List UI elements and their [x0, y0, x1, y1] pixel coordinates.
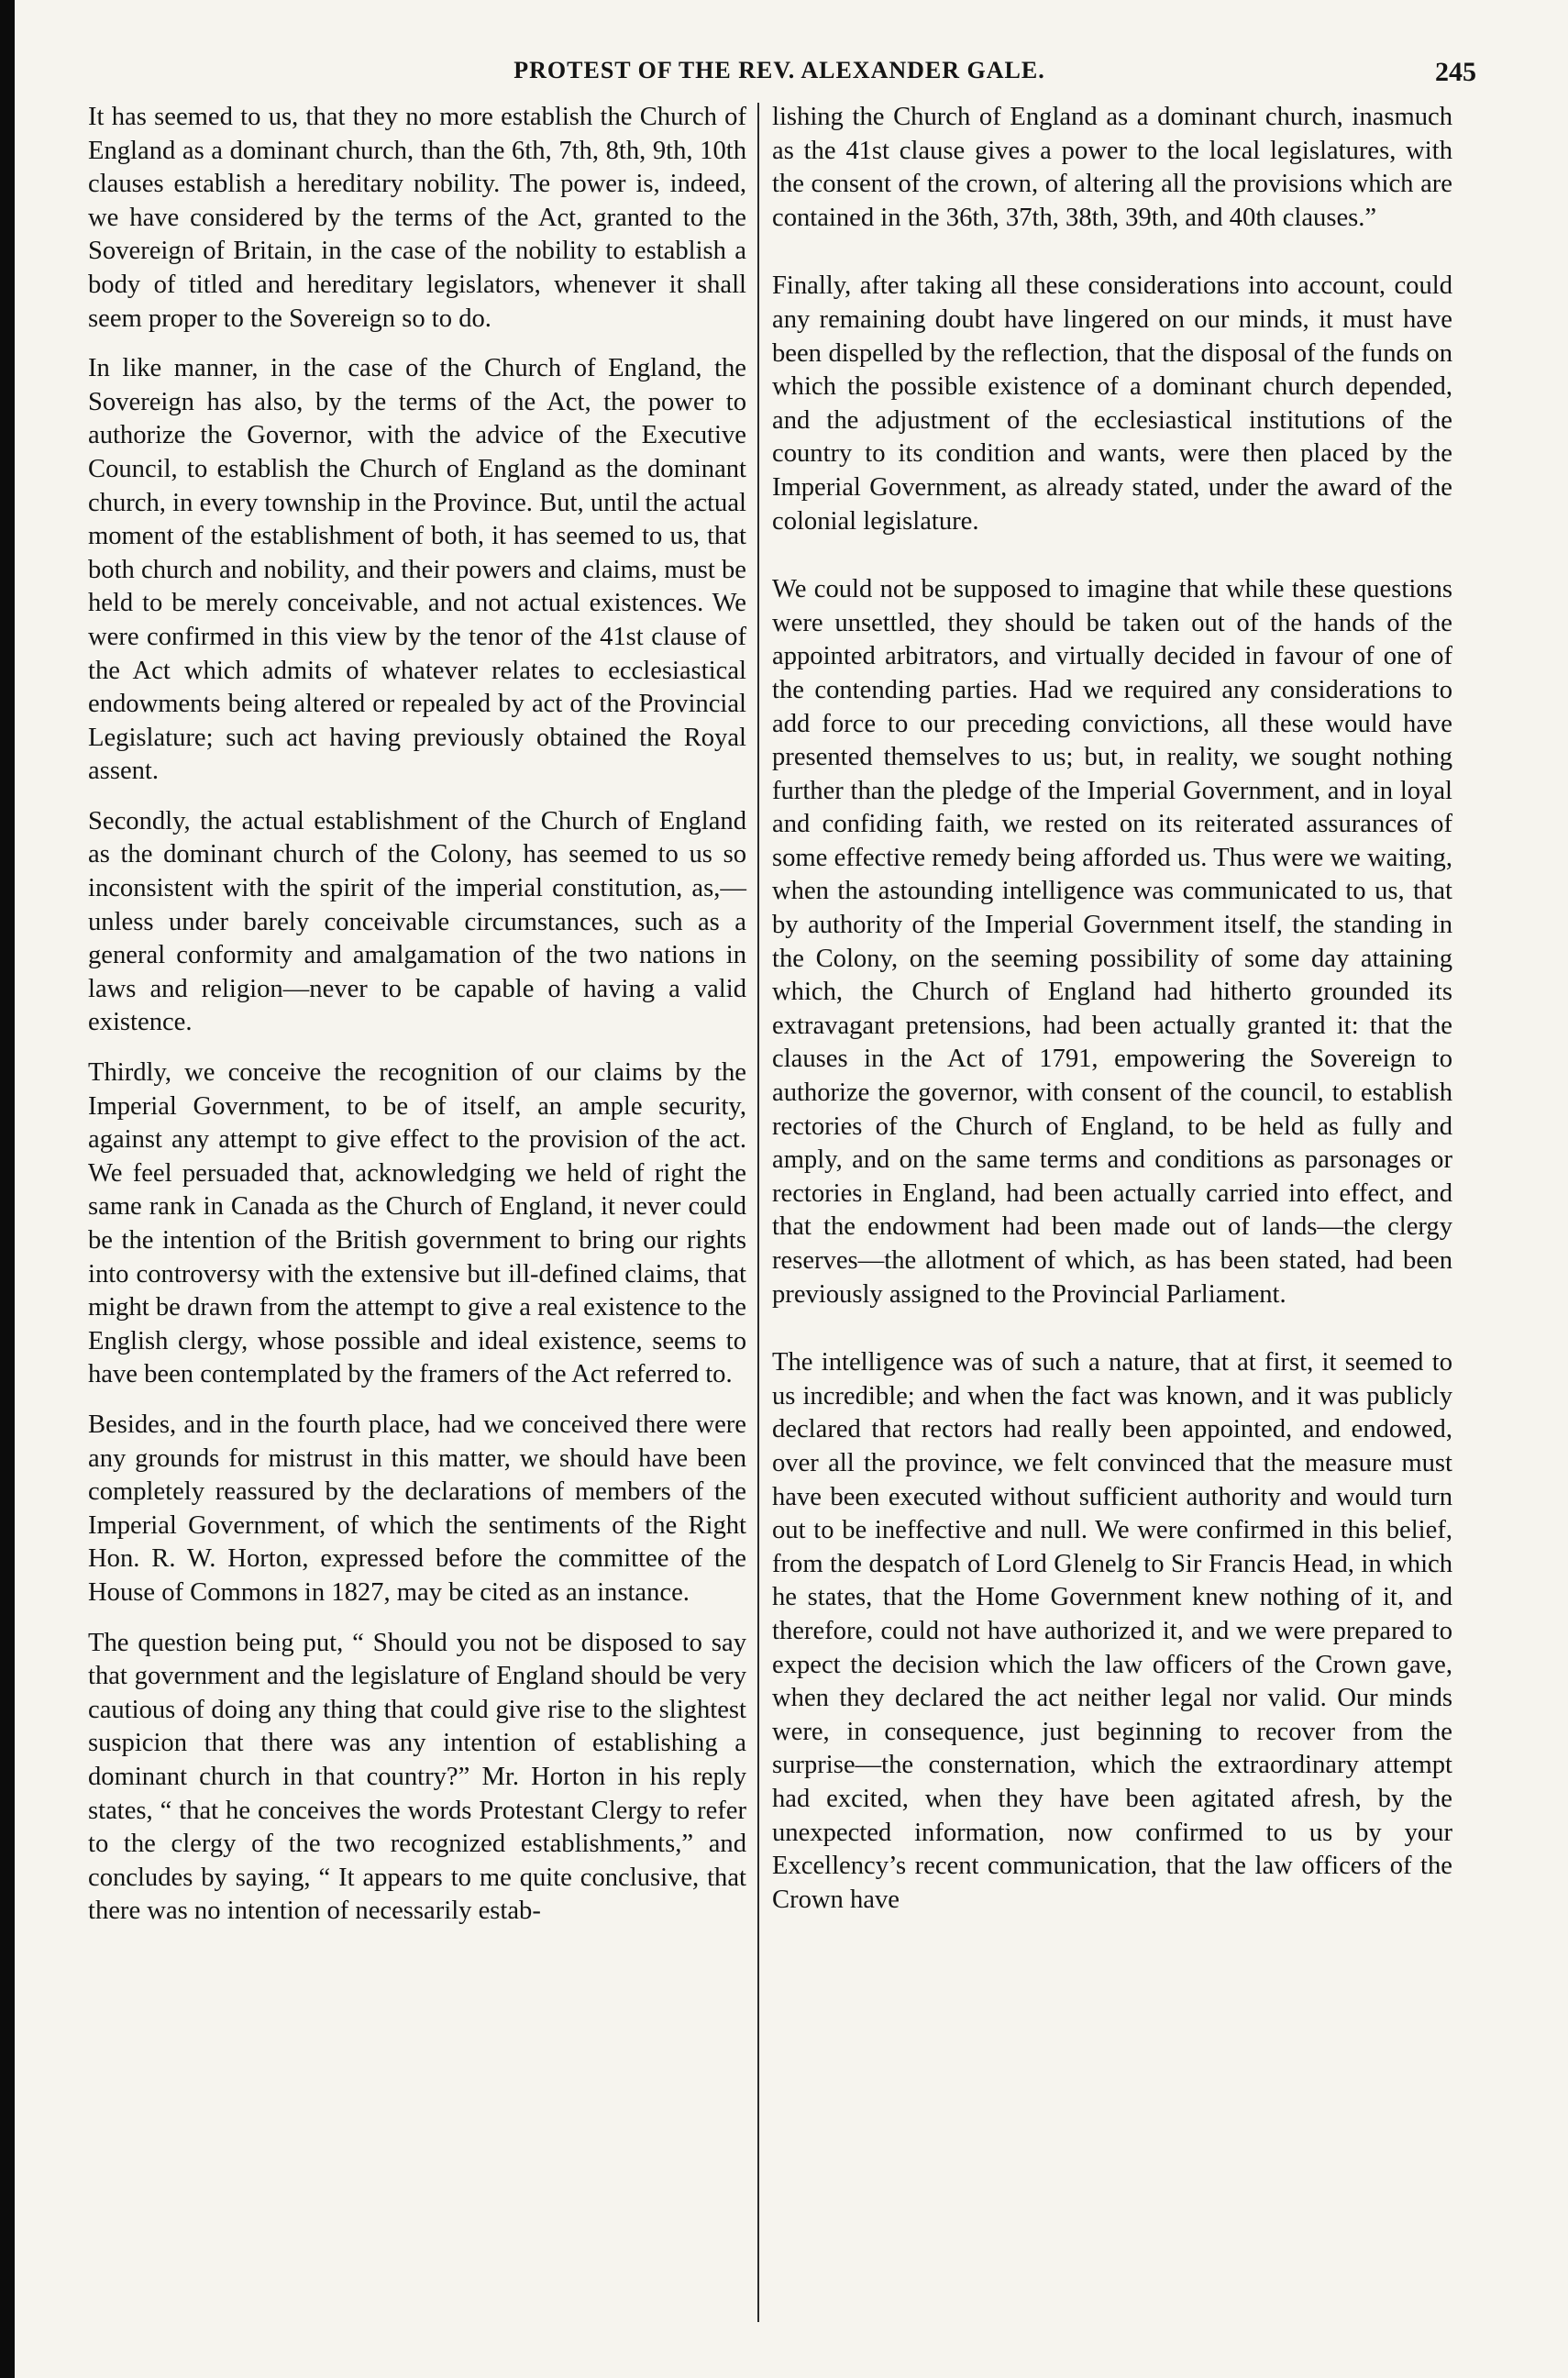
paragraph: The question being put, “ Should you not be disposed to say that government and the legislature of England should be very cautious of doing any thing that could give rise to the slightest suspicion that there was any intention of establishing a dominant church in that country?” Mr. Horton in his reply states, “ that he conceives the words Protestant Clergy to refer to the clergy of the two recognized establishments,” and concludes by saying, “ It appears to me quite conclusive, that there was no intention of necessarily estab-: [88, 1628, 746, 1926]
paragraph: The intelligence was of such a nature, that at first, it seemed to us incredible; and when the fact was known, and it was publicly declared that rectors had really been appointed, and endowed, over all the province, we felt convinced that the measure must have been executed without sufficient authority and would turn out to be ineffective and null. We were confirmed in this belief, from the despatch of Lord Glenelg to Sir Francis Head, in which he states, that the Home Government knew nothing of it, and therefore, could not have authorized it, and we were prepared to expect the decision which the law officers of the Crown gave, when they declared the act neither legal nor valid. Our minds were, in consequence, just beginning to recover from the surprise—the consternation, which the extraordinary attempt had excited, when they have been agitated afresh, by the unexpected information, now confirmed to us by your Excellency’s recent communication, that the law officers of the Crown have: [772, 1348, 1452, 1914]
running-title: PROTEST OF THE REV. ALEXANDER GALE.: [513, 57, 1045, 83]
paragraph: Secondly, the actual establishment of the Church of England as the dominant church of the Colony, has seemed to us so inconsistent with the spirit of the imperial constitution, as,—unless under barely conceivable circumstances, such as a general conformity and amalgamation of the two nations in laws and religion—never to be capable of having a valid existence.: [88, 806, 746, 1037]
right-column: [772, 101, 1452, 1917]
binding-edge: [0, 0, 15, 2378]
page-number: 245: [1435, 57, 1476, 87]
paragraph: Finally, after taking all these considerations into account, could any remaining doubt have lingered on our minds, it must have been dispelled by the reflection, that the disposal of the funds on which the possible existence of a dominant church depended, and the adjustment of the ecclesiastical institutions of the country to its condition and wants, were then placed by the Imperial Government, as already stated, under the award of the colonial legislature.: [772, 271, 1452, 536]
paragraph: We could not be supposed to imagine that while these questions were unsettled, they should be taken out of the hands of the appointed arbitrators, and virtually decided in favour of one of the contending parties. Had we required any considerations to add force to our preceding convictions, all these would have presented themselves to us; but, in reality, we sought nothing further than the pledge of the Imperial Government, and in loyal and confiding faith, we rested on its reiterated assurances of some effective remedy being afforded us. Thus were we waiting, when the astounding intelligence was communicated to us, that by authority of the Imperial Government itself, the standing in the Colony, on the seeming possibility of some day attaining which, the Church of England had hitherto grounded its extravagant pretensions, had been actually granted it: that the clauses in the Act of 1791, empowering the Sovereign to authorize the governor, with consent of the council, to establish rectories of the Church of England, to be held as fully and amply, and on the same terms and conditions as parsonages or rectories in England, had been actually carried into effect, and that the endowment had been made out of lands—the clergy reserves—the allotment of which, as has been stated, had been previously assigned to the Provincial Parliament.: [772, 575, 1452, 1309]
paragraph: It has seemed to us, that they no more establish the Church of England as a dominant church, than the 6th, 7th, 8th, 9th, 10th clauses establish a hereditary nobility. The power is, indeed, we have considered by the terms of the Act, granted to the Sovereign of Britain, in the case of the nobility to establish a body of titled and hereditary legislators, whenever it shall seem proper to the Sovereign so to do.: [88, 103, 746, 333]
paragraph: In like manner, in the case of the Church of England, the Sovereign has also, by the terms of the Act, the power to authorize the Governor, with the advice of the Executive Council, to establish the Church of England as the dominant church, in every township in the Province. But, until the actual moment of the establishment of both, it has seemed to us, that both church and nobility, and their powers and claims, must be held to be merely conceivable, and not actual existences. We were confirmed in this view by the tenor of the 41st clause of the Act which admits of whatever relates to ecclesiastical endowments being altered or repealed by act of the Provincial Legislature; such act having previously obtained the Royal assent.: [88, 354, 746, 786]
paragraph: Besides, and in the fourth place, had we conceived there were any grounds for mistrust in this matter, we should have been completely reassured by the declarations of members of the Imperial Government, of which the sentiments of the Right Hon. R. W. Horton, expressed before the committee of the House of Commons in 1827, may be cited as an instance.: [88, 1410, 746, 1607]
paragraph: Thirdly, we conceive the recognition of our claims by the Imperial Government, to be of itself, an ample security, against any attempt to give effect to the provision of the act. We feel persuaded that, acknowledging we held of right the same rank in Canada as the Church of England, it never could be the intention of the British government to bring our rights into controversy with the extensive but ill-defined claims, that might be drawn from the attempt to give a real existence to the English clergy, whose possible and ideal existence, seems to have been contemplated by the framers of the Act referred to.: [88, 1058, 746, 1389]
paragraph: lishing the Church of England as a dominant church, inasmuch as the 41st clause gives a power to the local legislatures, with the consent of the crown, of altering all the provisions which are contained in the 36th, 37th, 38th, 39th, and 40th clauses.”: [772, 103, 1452, 232]
page-header: [83, 57, 1476, 94]
left-column: [88, 101, 746, 1929]
column-divider: [757, 103, 759, 2322]
